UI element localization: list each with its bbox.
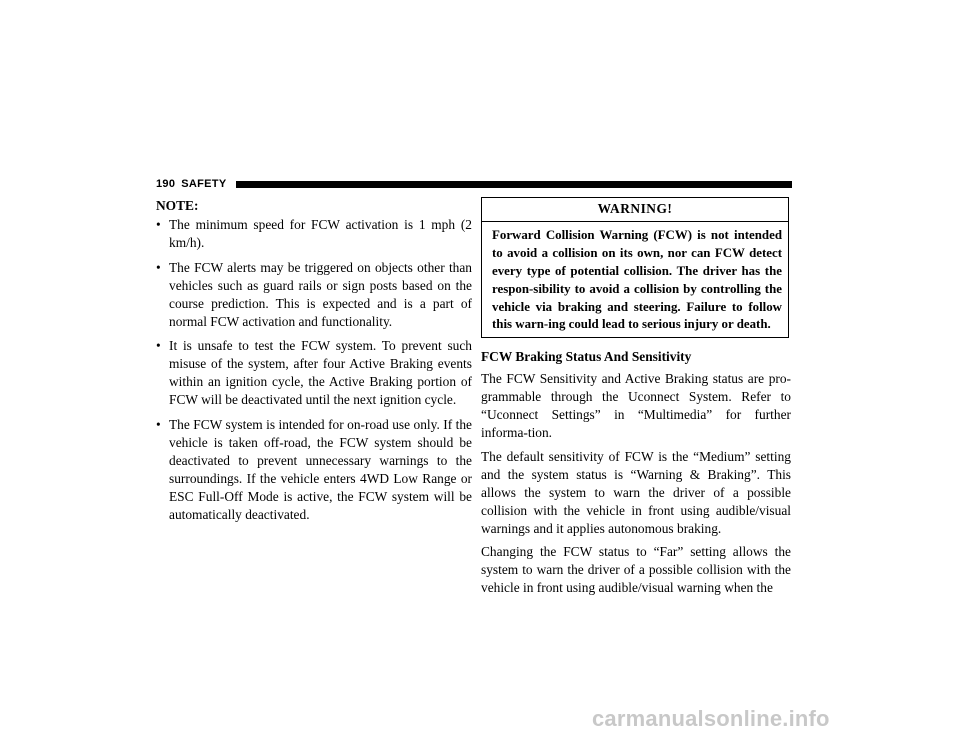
list-item [156,337,472,409]
paragraph: The default sensitivity of FCW is the “Medium” setting and the system status is “Warning & Braking”. This allows the system to warn the driver of a possible collision with the vehicle in front using audible/visual warnings and it applies autonomous braking. [481,448,791,536]
list-item [156,216,472,252]
page-number: 190 [156,178,176,190]
note-bullet-list [156,216,472,524]
bullet-icon: • [156,417,161,433]
header-rule [236,181,792,188]
page-header [156,178,792,190]
list-item-text: It is unsafe to test the FCW system. To prevent such misuse of the system, after four Active Braking events within an ignition cycle, the Active Braking portion of FCW will be deactivated until the next ignition cycle. [169,338,472,408]
list-item-text: The FCW system is intended for on-road use only. If the vehicle is taken off-road, the FCW system should be deactivated to prevent unnecessary warnings to the surroundings. If the vehicle enters 4WD Low Range or ESC Full-Off Mode is active, the FCW system will be automatically deactivated. [169,417,472,522]
warning-box [481,197,789,338]
left-column [156,197,472,531]
watermark-text: carmanualsonline.info [592,706,830,731]
list-item-text: The minimum speed for FCW activation is 1 mph (2 km/h). [169,217,472,250]
note-label: NOTE: [156,198,199,213]
section-heading: FCW Braking Status And Sensitivity [481,349,692,365]
bullet-icon: • [156,217,161,232]
bullet-icon: • [156,338,161,354]
paragraph: The FCW Sensitivity and Active Braking status are pro-grammable through the Uconnect System. Refer to “Uconnect Settings” in “Multimedia” for further informa-tion. [481,371,791,440]
list-item-text: The FCW alerts may be triggered on objects other than vehicles such as guard rails or sign posts based on the course prediction. This is expected and is a part of normal FCW activation and functionality. [169,259,472,329]
bullet-icon: • [156,259,161,275]
paragraph: Changing the FCW status to “Far” setting allows the system to warn the driver of a possible collision with the vehicle in front using audible/visual warning when the [481,544,791,596]
section-title: SAFETY [181,178,227,190]
list-item [156,416,472,523]
warning-title: WARNING! [482,198,788,222]
page-label [156,178,232,190]
list-item [156,259,472,331]
right-column [481,197,791,603]
warning-body: Forward Collision Warning (FCW) is not intended to avoid a collision on its own, nor can FCW detect every type of potential collision. The driver has the respon-sibility to avoid a collision by controlling the vehicle via braking and steering. Failure to follow this warn-ing could lead to serious injury or death. [492,227,782,332]
